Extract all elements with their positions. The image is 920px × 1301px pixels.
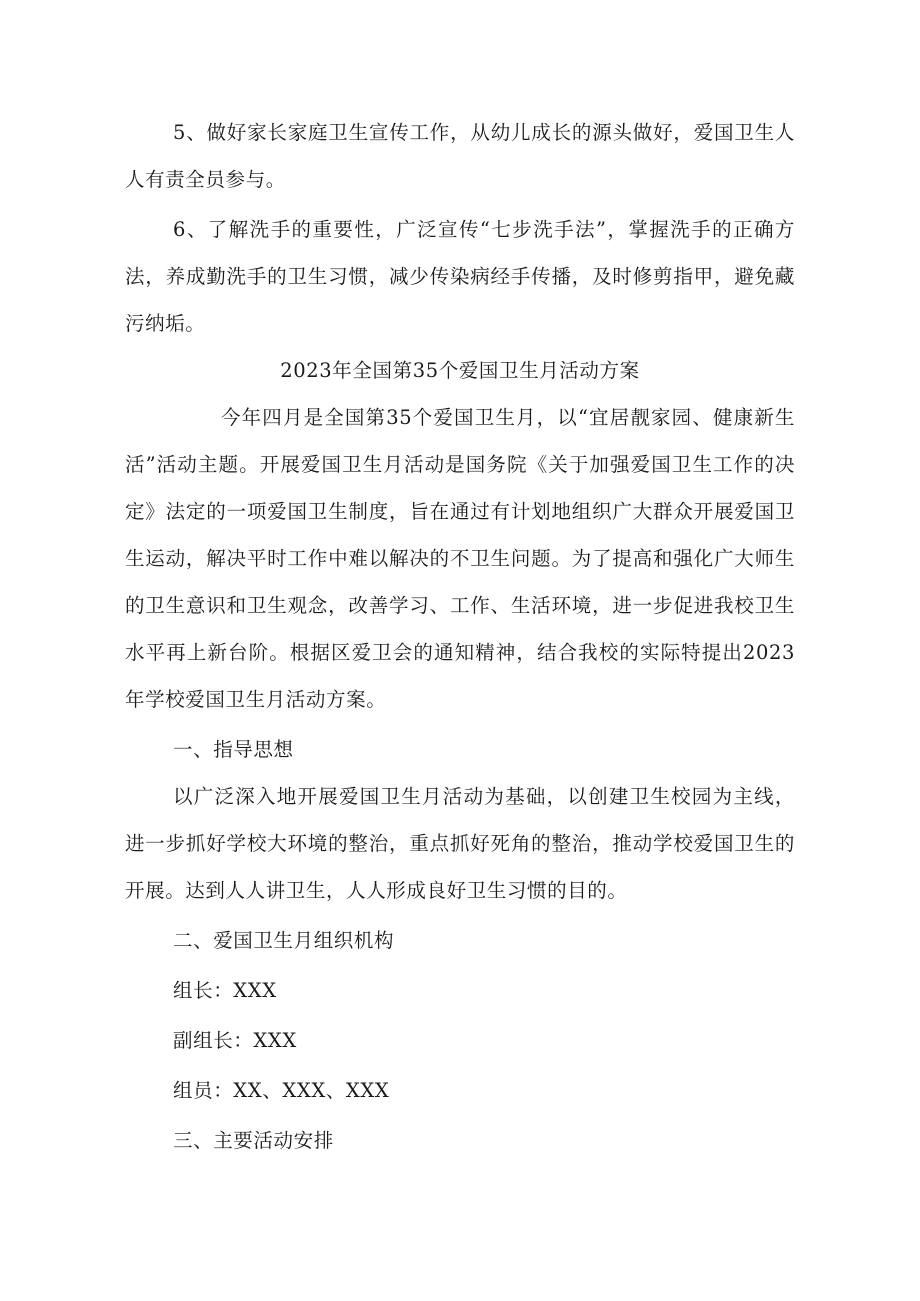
section-heading-activities: 三、主要活动安排 — [173, 1129, 334, 1152]
organization-deputy-leader: 副组长：XXX — [173, 1029, 297, 1052]
section-heading-organization: 二、爱国卫生月组织机构 — [173, 929, 395, 952]
organization-leader: 组长：XXX — [173, 979, 277, 1002]
document-body — [125, 109, 795, 1164]
paragraph-item-5: 5、做好家长家庭卫生宣传工作，从幼儿成长的源头做好，爱国卫生人人有责全员参与。 — [125, 121, 795, 191]
document-title: 2023年全国第35个爱国卫生月活动方案 — [280, 359, 640, 382]
paragraph-item-6: 6、了解洗手的重要性，广泛宣传“七步洗手法”，掌握洗手的正确方法，养成勤洗手的卫生习惯，减少传染病经手传播，及时修剪指甲，避免藏污纳垢。 — [125, 218, 795, 335]
organization-members: 组员：XX、XXX、XXX — [173, 1079, 390, 1102]
intro-paragraph: 今年四月是全国第35个爱国卫生月，以“宜居靓家园、健康新生活”活动主题。开展爱国卫生月活动是国务院《关于加强爱国卫生工作的决定》法定的一项爱国卫生制度，旨在通过有计划地组织广大群众开展爱国卫生运动，解决平时工作中难以解决的不卫生问题。为了提高和强化广大师生的卫生意识和卫生观念，改善学习、工作、生活环境，进一步促进我校卫生水平再上新台阶。根据区爱卫会的通知精神，结合我校的实际特提出2023年学校爱国卫生月活动方案。 — [125, 406, 795, 711]
section-body-guiding-ideology: 以广泛深入地开展爱国卫生月活动为基础，以创建卫生校园为主线，进一步抓好学校大环境的整治，重点抓好死角的整治，推动学校爱国卫生的开展。达到人人讲卫生，人人形成良好卫生习惯的目的。 — [125, 785, 795, 902]
section-heading-guiding-ideology: 一、指导思想 — [173, 738, 294, 761]
